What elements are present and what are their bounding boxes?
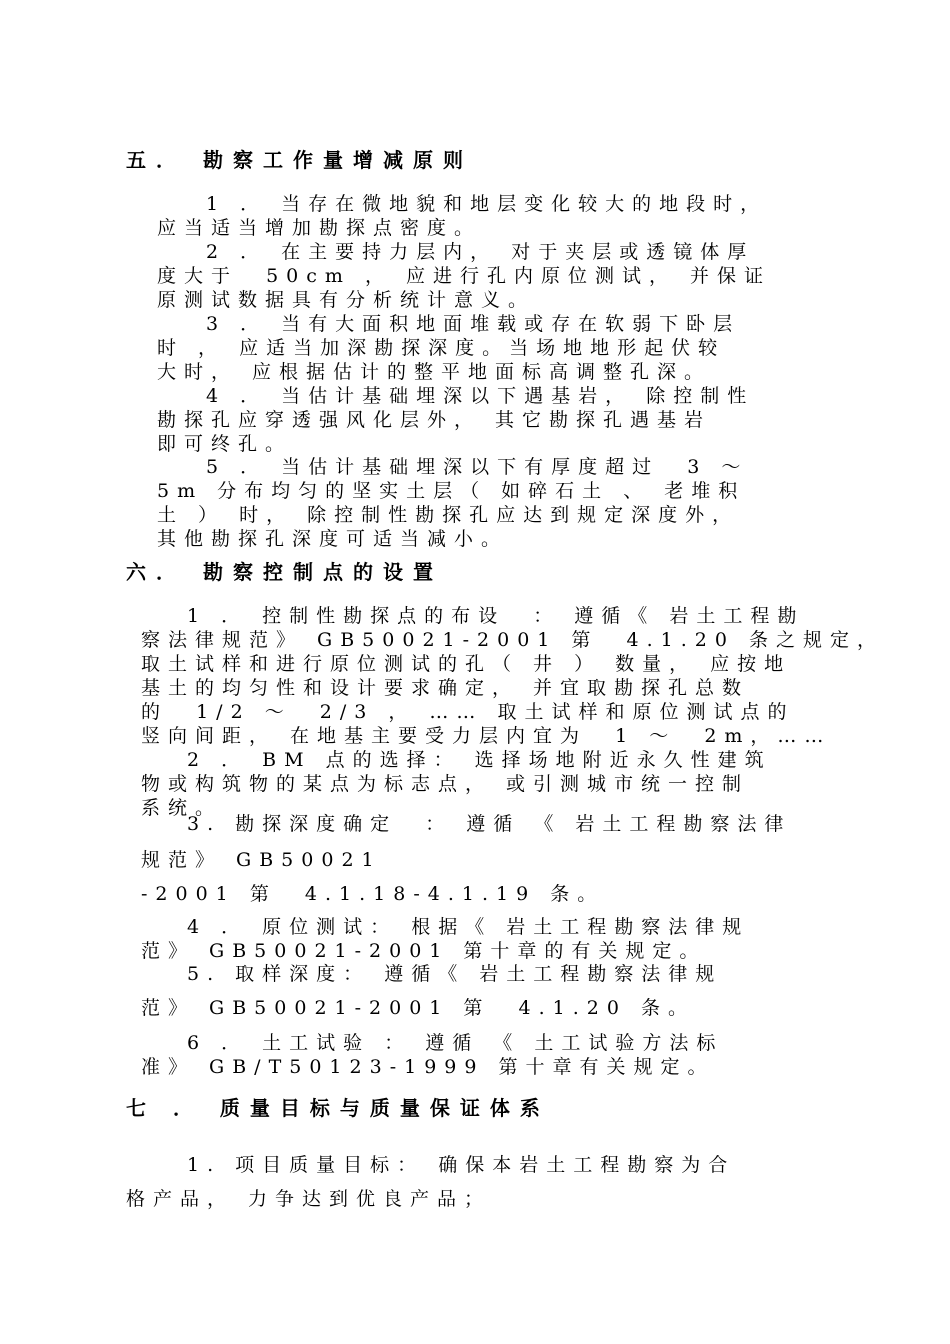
paragraph-line: 范》 GB50021-2001 第 4.1.20 条。 — [141, 997, 695, 1019]
section-heading-5: 五． 勘察工作量增减原则 — [126, 148, 473, 172]
paragraph-line: 1 ． 控制性勘探点的布设 ： 遵循《 岩土工程勘 — [187, 605, 805, 627]
paragraph-line: 勘探孔应穿透强风化层外， 其它勘探孔遇基岩 — [157, 409, 712, 431]
paragraph-line: 4 ． 当估计基础埋深以下遇基岩， 除控制性 — [206, 385, 755, 407]
paragraph-line: 其他勘探孔深度可适当减小。 — [157, 528, 509, 550]
paragraph-line: 基土的均匀性和设计要求确定， 并宜取勘探孔总数 — [141, 677, 750, 699]
paragraph-line: 6 ． 土工试验 ： 遵循 《 土工试验方法标 — [187, 1032, 724, 1054]
paragraph-line: 大时， 应根据估计的整平地面标高调整孔深。 — [157, 361, 712, 383]
section-heading-6: 六． 勘察控制点的设置 — [126, 560, 443, 584]
section-heading-7: 七 ． 质量目标与质量保证体系 — [126, 1096, 550, 1120]
paragraph-line: 1 ． 当存在微地貌和地层变化较大的地段时， — [206, 193, 768, 215]
paragraph-line: 原测试数据具有分析统计意义。 — [157, 289, 536, 311]
paragraph-line: 竖向间距， 在地基主要受力层内宜为 1 ～ 2m，…… — [141, 725, 832, 747]
paragraph-line: 格产品， 力争达到优良产品； — [126, 1188, 492, 1210]
paragraph-line: 2 ． BM 点的选择： 选择场地附近永久性建筑 — [187, 749, 772, 771]
paragraph-line: 察法律规范》 GB50021-2001 第 4.1.20 条之规定， — [141, 629, 884, 651]
paragraph-line: 时 ， 应适当加深勘探深度。当场地地形起伏较 — [157, 337, 726, 359]
paragraph-line: 土 ） 时， 除控制性勘探孔应达到规定深度外， — [157, 504, 740, 526]
paragraph-line: 系统。 — [141, 797, 223, 819]
paragraph-line: 范》 GB50021-2001 第十章的有关规定。 — [141, 940, 707, 962]
paragraph-line: 5m 分布均匀的坚实土层（ 如碎石土 、 老堆积 — [157, 480, 746, 502]
paragraph-line: 4 ． 原位测试： 根据《 岩土工程勘察法律规 — [187, 916, 750, 938]
paragraph-line: 准》 GB/T50123-1999 第十章有关规定。 — [141, 1056, 715, 1078]
paragraph-line: 1. 项目质量目标： 确保本岩土工程勘察为合 — [187, 1154, 736, 1176]
paragraph-line: 即可终孔。 — [157, 433, 293, 455]
paragraph-line: 规范》 GB50021 — [141, 849, 382, 871]
paragraph-line: 度大于 50cm ， 应进行孔内原位测试， 并保证 — [157, 265, 772, 287]
paragraph-line: 5. 取样深度： 遵循《 岩土工程勘察法律规 — [187, 963, 723, 985]
paragraph-line: 5 ． 当估计基础埋深以下有厚度超过 3 ～ — [206, 456, 749, 478]
paragraph-line: 物或构筑物的某点为标志点， 或引测城市统一控制 — [141, 773, 750, 795]
paragraph-line: 3. 勘探深度确定 ： 遵循 《 岩土工程勘察法律 — [187, 813, 792, 835]
paragraph-line: 的 1/2 ～ 2/3 ， …… 取土试样和原位测试点的 — [141, 701, 795, 723]
paragraph-line: 取土试样和进行原位测试的孔（ 井 ） 数量， 应按地 — [141, 653, 792, 675]
paragraph-line: 应当适当增加勘探点密度。 — [157, 217, 482, 239]
paragraph-line: 3 ． 当有大面积地面堆载或存在软弱下卧层 — [206, 313, 741, 335]
paragraph-line: 2 ． 在主要持力层内， 对于夹层或透镜体厚 — [206, 241, 755, 263]
paragraph-line: -2001 第 4.1.18-4.1.19 条。 — [141, 883, 605, 905]
